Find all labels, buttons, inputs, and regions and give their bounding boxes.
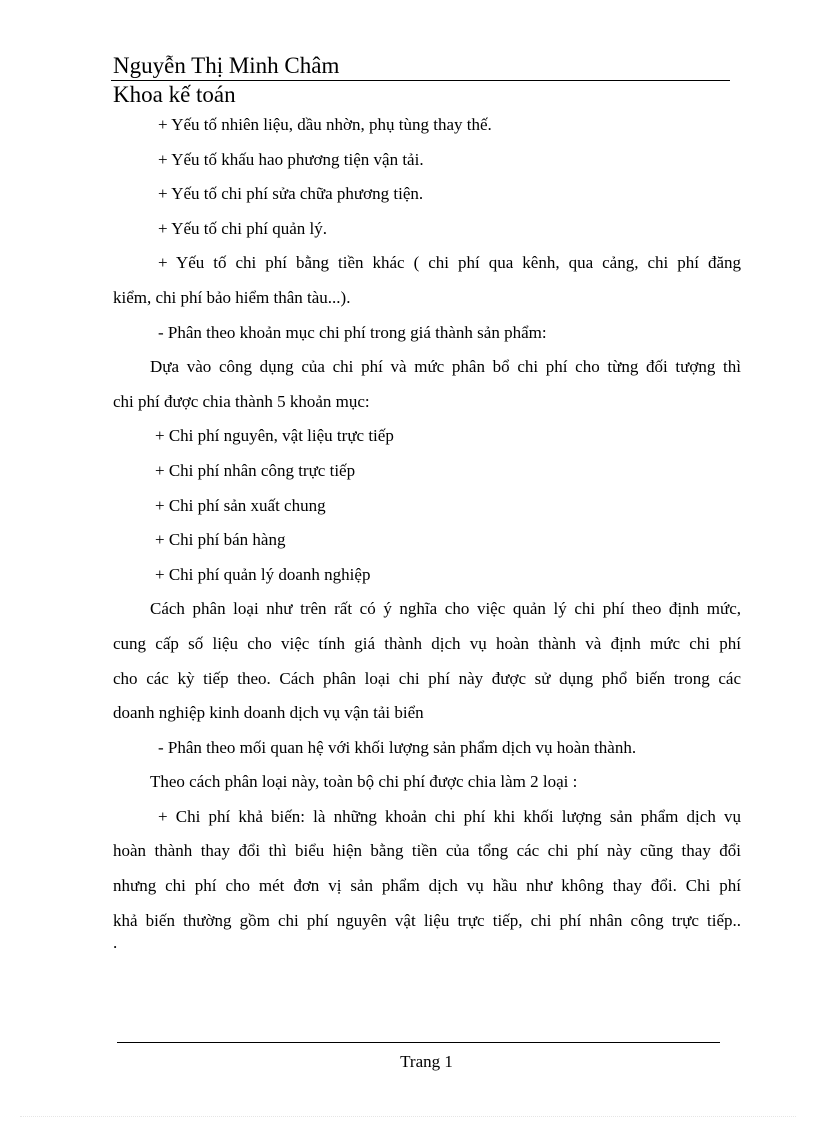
text-line: Dựa vào công dụng của chi phí và mức phân bổ chi phí cho từng đối tượng thì [150, 357, 741, 377]
trailing-period: . [113, 933, 118, 952]
text-line: + Chi phí nguyên, vật liệu trực tiếp [155, 426, 394, 446]
text-line: + Chi phí quản lý doanh nghiệp [155, 564, 371, 584]
header-divider [111, 80, 730, 81]
page-number: Trang 1 [400, 1052, 453, 1071]
text-line: Cách phân loại như trên rất có ý nghĩa cho việc quản lý chi phí theo định mức, [150, 599, 741, 619]
text-line: doanh nghiệp kinh doanh dịch vụ vận tải biển [113, 703, 424, 723]
text-line: + Chi phí sản xuất chung [155, 495, 326, 515]
text-line: - Phân theo mối quan hệ với khối lượng sản phẩm dịch vụ hoàn thành. [158, 737, 637, 757]
text-line: + Yếu tố chi phí sửa chữa phương tiện. [158, 184, 424, 204]
text-line: + Chi phí khả biến: là những khoản chi phí khi khối lượng sản phẩm dịch vụ [158, 806, 741, 826]
text-line: + Yếu tố chi phí quản lý. [158, 218, 328, 238]
text-line: + Yếu tố nhiên liệu, dầu nhờn, phụ tùng thay thế. [158, 115, 492, 134]
text-line: chi phí được chia thành 5 khoản mục: [113, 391, 370, 411]
department-name: Khoa kế toán [113, 82, 236, 107]
page-edge-dots [20, 1116, 796, 1117]
text-line: + Yếu tố khấu hao phương tiện vận tải. [158, 149, 424, 169]
text-line: - Phân theo khoản mục chi phí trong giá thành sản phẩm: [158, 322, 547, 342]
text-line: hoàn thành thay đổi thì biểu hiện bằng tiền của tổng các chi phí này cũng thay đổi [113, 841, 741, 861]
document-body [113, 108, 741, 938]
text-line: khả biến thường gồm chi phí nguyên vật liệu trực tiếp, chi phí nhân công trực tiếp.. [113, 910, 741, 930]
text-line: nhưng chi phí cho mét đơn vị sản phẩm dịch vụ hầu như không thay đổi. Chi phí [113, 876, 741, 896]
text-line: + Chi phí nhân công trực tiếp [155, 460, 356, 480]
text-line: cung cấp số liệu cho việc tính giá thành dịch vụ hoàn thành và định mức chi phí [113, 633, 741, 653]
text-line: + Chi phí bán hàng [155, 530, 286, 550]
text-line: cho các kỳ tiếp theo. Cách phân loại chi phí này được sử dụng phổ biến trong các [113, 668, 741, 688]
text-line: kiểm, chi phí bảo hiểm thân tàu...). [113, 287, 351, 307]
author-name: Nguyễn Thị Minh Châm [113, 53, 340, 78]
text-line: Theo cách phân loại này, toàn bộ chi phí được chia làm 2 loại : [150, 772, 578, 792]
text-line: + Yếu tố chi phí bằng tiền khác ( chi phí qua kênh, qua cảng, chi phí đăng [158, 253, 741, 273]
footer-divider [117, 1042, 720, 1043]
